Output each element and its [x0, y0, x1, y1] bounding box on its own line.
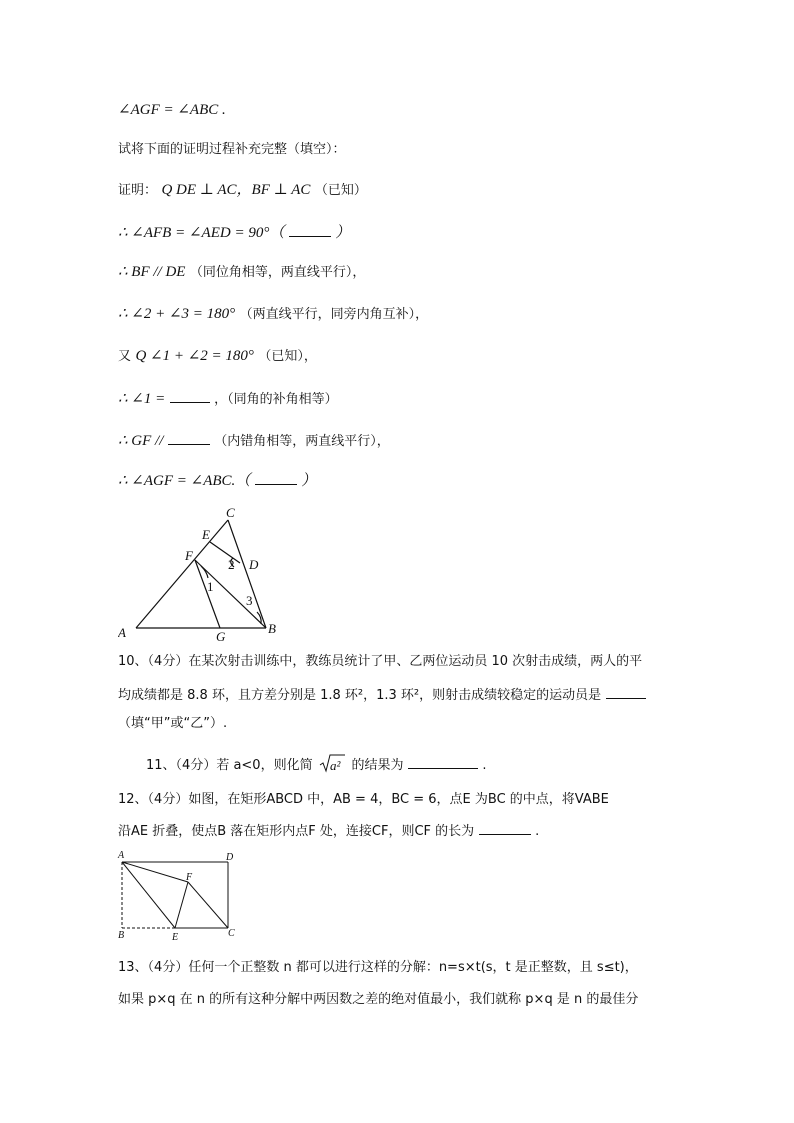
step6-math: ∴ ∠1 =	[118, 391, 166, 407]
angle-label-1: 1	[207, 579, 214, 594]
label-e: E	[202, 527, 210, 542]
q13-line-1: 13、（4分）任何一个正整数 n 都可以进行这样的分解：n=s×t(s，t 是正整数，且 s≤t)，	[118, 960, 638, 975]
segment-ed	[210, 542, 240, 563]
q12-line-2-text: 沿AE 折叠，使点B 落在矩形内点F 处，连接CF，则CF 的长为	[118, 824, 475, 839]
step5-reason: （已知），	[258, 349, 317, 364]
step7-math: ∴ GF //	[118, 433, 164, 449]
angle-label-2: 2	[228, 557, 235, 572]
proof-step-3	[118, 262, 365, 283]
q11-prefix: 11、（4分）若 a<0，则化简	[146, 758, 313, 773]
rect-label-e: E	[172, 932, 179, 943]
segment-fg	[195, 560, 220, 628]
q11-suffix: 的结果为	[351, 758, 404, 773]
proof-instruction: 试将下面的证明过程补充完整（填空）：	[118, 142, 346, 157]
proof-top-line: ∠AGF = ∠ABC .	[118, 102, 226, 118]
step2-close: ）	[335, 225, 351, 241]
step4-math: ∴ ∠2 + ∠3 = 180°	[118, 306, 236, 322]
rectangle-figure	[116, 848, 246, 944]
step1-math: Q DE ⊥ AC，BF ⊥ AC	[161, 182, 311, 198]
q10-line-3: （填“甲”或“乙”）.	[118, 716, 228, 731]
q10-line-2	[118, 684, 646, 706]
q11-end: .	[482, 758, 487, 773]
rect-label-c: C	[228, 928, 235, 939]
q11-blank[interactable]	[408, 754, 478, 769]
step2-math: ∴ ∠AFB = ∠AED = 90°（	[118, 225, 285, 241]
proof-step-4	[118, 304, 428, 325]
step7-reason: （内错角相等，两直线平行），	[214, 434, 390, 449]
q10-line-1: 10、（4分）在某次射击训练中，教练员统计了甲、乙两位运动员 10 次射击成绩，两人的平	[118, 654, 643, 669]
step6-reason: ，（同角的补角相等）	[214, 392, 338, 407]
step5-math: Q ∠1 + ∠2 = 180°	[135, 348, 254, 364]
label-c: C	[226, 505, 235, 520]
step8-blank[interactable]	[255, 470, 297, 485]
segment-fe	[175, 882, 188, 928]
sqrt-radicand: a²	[330, 758, 341, 773]
step3-math: ∴ BF // DE	[118, 264, 186, 280]
q13-line-2: 如果 p×q 在 n 的所有这种分解中两因数之差的绝对值最小，我们就称 p×q 是 n 的最佳分	[118, 992, 639, 1007]
q10-blank[interactable]	[606, 684, 646, 699]
label-d: D	[249, 557, 259, 572]
proof-step-2	[118, 222, 350, 243]
q11-line	[146, 754, 487, 776]
triangle-figure	[118, 500, 288, 645]
step8-close: ）	[301, 473, 317, 489]
proof-step-8	[118, 470, 316, 491]
step3-reason: （同位角相等，两直线平行），	[189, 265, 366, 280]
q12-end: .	[535, 824, 540, 839]
step6-blank[interactable]	[170, 388, 210, 403]
sqrt-expression	[319, 755, 345, 773]
segment-fc	[188, 882, 228, 928]
rect-label-d: D	[226, 852, 234, 863]
rect-label-b: B	[118, 930, 125, 941]
proof-step-5	[118, 346, 317, 367]
segment-ae	[122, 862, 175, 928]
label-g: G	[216, 629, 226, 644]
step2-blank[interactable]	[289, 222, 331, 237]
q10-line-2-text: 均成绩都是 8.8 环，且方差分别是 1.8 环²，1.3 环²，则射击成绩较稳定的运动员是	[118, 688, 602, 703]
proof-step-1	[118, 180, 367, 201]
rect-label-f: F	[186, 872, 193, 883]
proof-step-6	[118, 388, 338, 410]
segment-af	[122, 862, 188, 882]
step1-reason: （已知）	[314, 183, 367, 198]
q12-line-2	[118, 820, 539, 842]
q12-blank[interactable]	[479, 820, 531, 835]
label-a: A	[118, 625, 126, 640]
step1-prefix: 证明：	[118, 183, 158, 198]
proof-step-7	[118, 430, 390, 452]
q12-line-1: 12、（4分）如图，在矩形ABCD 中，AB = 4，BC = 6，点E 为BC 的中点，将VABE	[118, 792, 609, 807]
step5-prefix: 又	[118, 349, 132, 364]
rect-label-a: A	[118, 850, 125, 861]
step4-reason: （两直线平行，同旁内角互补），	[239, 307, 429, 322]
label-b: B	[268, 621, 276, 636]
angle-label-3: 3	[246, 593, 253, 608]
segment-cb	[228, 520, 266, 628]
label-f: F	[185, 548, 193, 563]
step7-blank[interactable]	[168, 430, 210, 445]
step8-math: ∴ ∠AGF = ∠ABC.（	[118, 473, 251, 489]
